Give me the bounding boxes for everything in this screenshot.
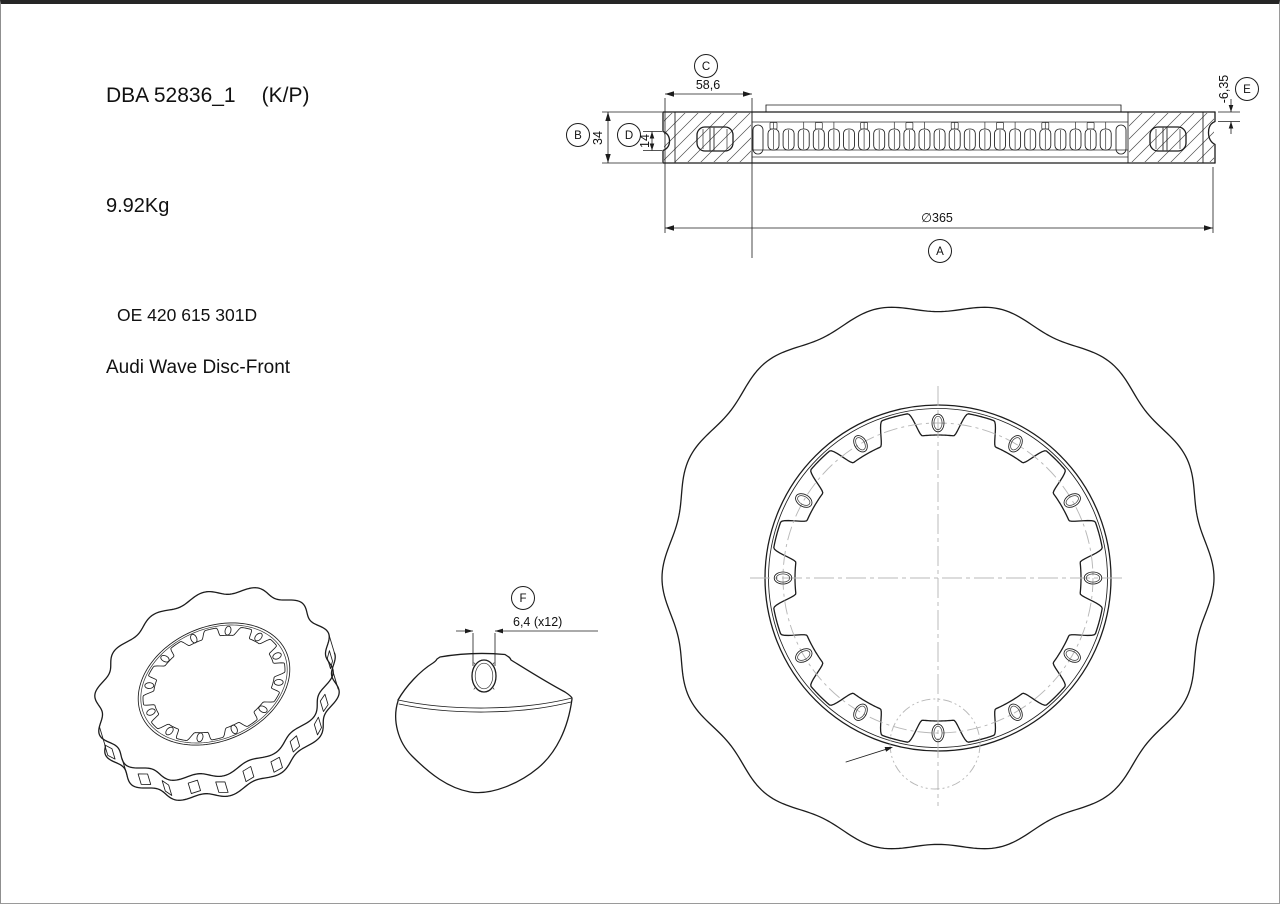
balloon-e <box>1236 78 1259 101</box>
oe-number: OE 420 615 301D <box>117 305 258 325</box>
balloon-c <box>695 55 718 78</box>
dim-width-586: 58,6 <box>695 78 721 92</box>
part-weight: 9.92Kg <box>106 195 170 217</box>
product-name: Audi Wave Disc-Front <box>106 357 291 378</box>
dim-hole-64: 6,4 (x12) <box>513 615 563 629</box>
balloon-e-label: E <box>1243 84 1251 96</box>
dim-wave-depth: -6,35 <box>1217 74 1231 104</box>
front-view <box>662 307 1214 848</box>
balloon-f <box>512 587 535 610</box>
balloon-c-label: C <box>701 61 711 73</box>
dim-diameter-365: ∅365 <box>921 211 953 225</box>
balloon-d-label: D <box>624 130 634 142</box>
part-variant: (K/P) <box>261 84 310 107</box>
detail-view-f <box>396 629 598 793</box>
part-number: DBA 52836_1 <box>106 84 236 107</box>
section-view <box>540 90 1280 258</box>
balloon-f-label: F <box>519 593 527 605</box>
isometric-view <box>95 588 339 801</box>
dim-thickness-34: 34 <box>591 131 605 145</box>
balloon-a <box>929 240 952 263</box>
balloon-a-label: A <box>936 246 944 258</box>
balloon-b-label: B <box>574 130 582 142</box>
dim-gap-14: 14 <box>638 134 652 148</box>
balloon-b <box>567 124 590 147</box>
